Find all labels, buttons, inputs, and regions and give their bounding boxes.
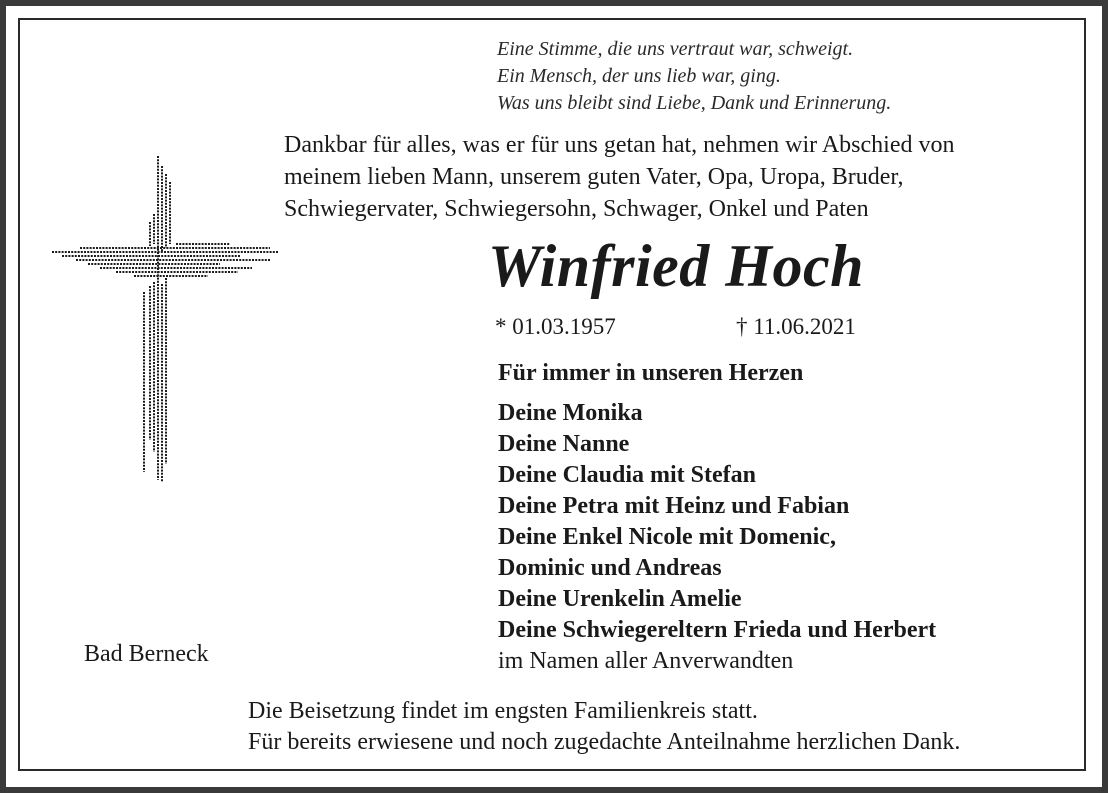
footer-text bbox=[248, 696, 960, 758]
birth-date: * 01.03.1957 bbox=[495, 314, 616, 339]
family-closing: im Namen aller Anverwandten bbox=[498, 648, 794, 674]
intro-line: Schwiegervater, Schwiegersohn, Schwager, Onkel und Paten bbox=[284, 196, 869, 222]
deceased-name: Winfried Hoch bbox=[488, 233, 864, 299]
family-member: Deine Petra mit Heinz und Fabian bbox=[498, 493, 850, 519]
obituary-notice bbox=[6, 6, 1102, 787]
poem-line: Ein Mensch, der uns lieb war, ging. bbox=[497, 65, 781, 87]
footer-line: Für bereits erwiesene und noch zugedachte Anteilnahme herzlichen Dank. bbox=[248, 729, 961, 755]
cross-icon bbox=[40, 152, 280, 492]
family-member: Dominic und Andreas bbox=[498, 555, 722, 581]
death-date: † 11.06.2021 bbox=[736, 314, 856, 339]
poem-line: Was uns bleibt sind Liebe, Dank und Erinnerung. bbox=[497, 92, 892, 114]
poem-line: Eine Stimme, die uns vertraut war, schweigt. bbox=[497, 38, 854, 60]
family-member: Deine Urenkelin Amelie bbox=[498, 586, 742, 612]
family-member: Deine Monika bbox=[498, 400, 643, 426]
family-member: Deine Enkel Nicole mit Domenic, bbox=[498, 524, 836, 550]
family-member: Deine Schwiegereltern Frieda und Herbert bbox=[498, 617, 937, 643]
intro-line: Dankbar für alles, was er für uns getan hat, nehmen wir Abschied von bbox=[284, 132, 955, 158]
motto: Für immer in unseren Herzen bbox=[498, 360, 804, 386]
family-list bbox=[498, 398, 936, 677]
intro-line: meinem lieben Mann, unserem guten Vater, Opa, Uropa, Bruder, bbox=[284, 164, 904, 190]
family-member: Deine Claudia mit Stefan bbox=[498, 462, 756, 488]
intro-text bbox=[284, 129, 954, 225]
poem bbox=[497, 36, 891, 117]
footer-line: Die Beisetzung findet im engsten Familienkreis statt. bbox=[248, 698, 758, 724]
family-member: Deine Nanne bbox=[498, 431, 630, 457]
place-name: Bad Berneck bbox=[84, 641, 209, 667]
